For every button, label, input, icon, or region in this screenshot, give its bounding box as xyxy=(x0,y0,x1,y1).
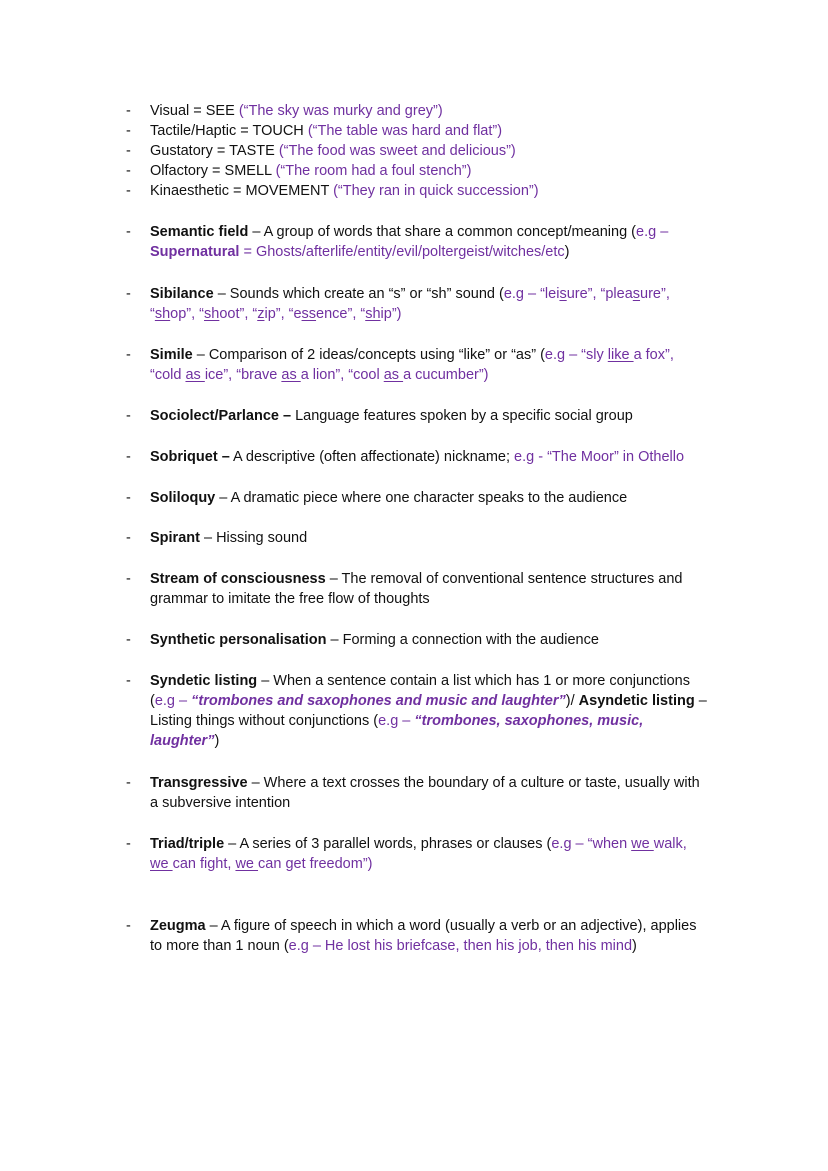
example-text xyxy=(545,347,674,363)
bullet-dash: - xyxy=(126,673,131,689)
example-text: e.g – He lost his briefcase, then his job, then his mind xyxy=(288,938,633,954)
example-fragment: op”, “ xyxy=(170,306,205,322)
example-fragment: ice”, “brave xyxy=(204,367,282,383)
bullet-dash: - xyxy=(126,143,131,159)
term-definition: – When a sentence contain a list which has 1 or more conjunctions xyxy=(257,673,690,689)
sense-term: Tactile/Haptic = TOUCH xyxy=(150,123,308,139)
term-definition: A descriptive (often affectionate) nickname; xyxy=(229,449,515,465)
bullet-dash: - xyxy=(126,103,131,119)
example-text: Supernatural xyxy=(150,244,240,260)
example-fragment: can fight, xyxy=(172,856,236,872)
example-text: e.g – xyxy=(154,693,192,709)
example-fragment: a cucumber” xyxy=(403,367,484,383)
punctuation: ( xyxy=(150,693,155,709)
term-definition: – A dramatic piece where one character speaks to the audience xyxy=(215,490,628,506)
bullet-dash: - xyxy=(126,347,131,363)
example-fragment: a lion”, “cool xyxy=(300,367,384,383)
underlined-sound: sh xyxy=(365,306,381,322)
underlined-sound: z xyxy=(257,306,265,322)
bullet-dash: - xyxy=(126,632,131,648)
punctuation: ) xyxy=(632,938,637,954)
example-quote: laughter” xyxy=(150,733,215,749)
term-definition: – The removal of conventional sentence structures and xyxy=(325,571,683,587)
bullet-dash: - xyxy=(126,183,131,199)
term-label: Transgressive xyxy=(150,775,248,791)
sense-example: (“The food was sweet and delicious”) xyxy=(278,143,516,159)
term-label: Soliloquy xyxy=(150,490,216,506)
example-text xyxy=(150,306,402,322)
example-text xyxy=(551,836,686,852)
term-label: Simile xyxy=(150,347,193,363)
bullet-dash: - xyxy=(126,836,131,852)
term-label: Semantic field xyxy=(150,224,249,240)
term-definition: – A series of 3 parallel words, phrases or clauses ( xyxy=(224,836,552,852)
term-label: Sociolect/Parlance – xyxy=(150,408,292,424)
bullet-dash: - xyxy=(126,449,131,465)
example-fragment: e.g – “when xyxy=(551,836,632,852)
term-definition: – Sounds which create an “s” or “sh” sound ( xyxy=(213,286,504,302)
example-fragment: e.g – “lei xyxy=(503,286,560,302)
example-fragment: ip”, “e xyxy=(264,306,302,322)
term-label: Asyndetic listing xyxy=(578,693,695,709)
example-quote: “trombones and saxophones and music and laughter” xyxy=(191,693,566,709)
term-definition: – Where a text crosses the boundary of a culture or taste, usually with xyxy=(247,775,700,791)
underlined-sound: sh xyxy=(204,306,220,322)
example-fragment: ence”, “ xyxy=(316,306,366,322)
sense-example: (“The room had a foul stench”) xyxy=(275,163,472,179)
punctuation: ) xyxy=(214,733,220,749)
underlined-sound: s xyxy=(559,286,567,302)
example-fragment: “ xyxy=(150,306,155,322)
example-text: e.g – xyxy=(636,224,669,240)
bullet-dash: - xyxy=(126,571,131,587)
example-text xyxy=(150,856,373,872)
underlined-word: we xyxy=(631,836,654,852)
example-text xyxy=(504,286,670,302)
term-definition: Listing things without conjunctions ( xyxy=(150,713,379,729)
example-text xyxy=(150,367,489,383)
punctuation: ) xyxy=(396,306,402,322)
term-label: Syndetic listing xyxy=(150,673,258,689)
sense-term: Visual = SEE xyxy=(150,103,239,119)
underlined-word: as xyxy=(281,367,301,383)
term-definition: – A group of words that share a common concept/meaning ( xyxy=(248,224,637,240)
example-text: = Ghosts/afterlife/entity/evil/poltergeist/witches/etc xyxy=(239,244,565,260)
sense-term: Olfactory = SMELL xyxy=(150,163,276,179)
punctuation: )/ xyxy=(565,693,579,709)
bullet-dash: - xyxy=(126,775,131,791)
sense-example: (“The sky was murky and grey”) xyxy=(238,103,443,119)
term-definition: Language features spoken by a specific social group xyxy=(291,408,633,424)
sense-term: Kinaesthetic = MOVEMENT xyxy=(150,183,334,199)
example-fragment: ip” xyxy=(380,306,397,322)
punctuation: – xyxy=(694,693,707,709)
punctuation: ) xyxy=(483,367,489,383)
term-label: Sibilance xyxy=(150,286,214,302)
term-definition: – Forming a connection with the audience xyxy=(326,632,599,648)
bullet-dash: - xyxy=(126,918,131,934)
term-definition: to more than 1 noun ( xyxy=(150,938,289,954)
bullet-dash: - xyxy=(126,408,131,424)
underlined-word: as xyxy=(185,367,205,383)
underlined-sound: ss xyxy=(301,306,317,322)
bullet-dash: - xyxy=(126,224,131,240)
term-label: Stream of consciousness xyxy=(150,571,326,587)
underlined-sound: s xyxy=(632,286,641,302)
term-definition: – Hissing sound xyxy=(199,530,308,546)
bullet-dash: - xyxy=(126,490,131,506)
underlined-word: like xyxy=(607,347,634,363)
punctuation: ) xyxy=(564,244,570,260)
example-fragment: e.g – “sly xyxy=(544,347,608,363)
example-fragment: walk, xyxy=(653,836,687,852)
term-label: Synthetic personalisation xyxy=(150,632,327,648)
punctuation: ) xyxy=(367,856,373,872)
sense-example: (“The table was hard and flat”) xyxy=(307,123,503,139)
example-fragment: can get freedom” xyxy=(258,856,368,872)
term-label: Spirant xyxy=(150,530,200,546)
example-fragment: ure”, xyxy=(640,286,670,302)
underlined-word: as xyxy=(383,367,404,383)
bullet-dash: - xyxy=(126,286,131,302)
example-fragment: “cold xyxy=(150,367,186,383)
bullet-dash: - xyxy=(126,530,131,546)
example-fragment: oot”, “ xyxy=(219,306,258,322)
term-label: Sobriquet – xyxy=(150,449,230,465)
underlined-sound: sh xyxy=(154,306,171,322)
bullet-dash: - xyxy=(126,163,131,179)
term-definition: – Comparison of 2 ideas/concepts using “like” or “as” ( xyxy=(192,347,545,363)
underlined-word: we xyxy=(235,856,259,872)
underlined-word: we xyxy=(150,856,173,872)
example-fragment: ure”, “plea xyxy=(566,286,633,302)
sense-example: (“They ran in quick succession”) xyxy=(333,183,539,199)
example-text: e.g – xyxy=(378,713,415,729)
example-quote: “trombones, saxophones, music, xyxy=(414,713,644,729)
bullet-dash: - xyxy=(126,123,131,139)
example-fragment: a fox”, xyxy=(633,347,674,363)
term-label: Zeugma xyxy=(150,918,206,934)
term-label: Triad/triple xyxy=(150,836,225,852)
example-text: e.g - “The Moor” in Othello xyxy=(514,449,685,465)
sense-term: Gustatory = TASTE xyxy=(150,143,279,159)
term-definition: a subversive intention xyxy=(150,795,291,811)
term-definition: grammar to imitate the free flow of thoughts xyxy=(150,591,430,607)
term-definition: – A figure of speech in which a word (usually a verb or an adjective), applies xyxy=(205,918,697,934)
